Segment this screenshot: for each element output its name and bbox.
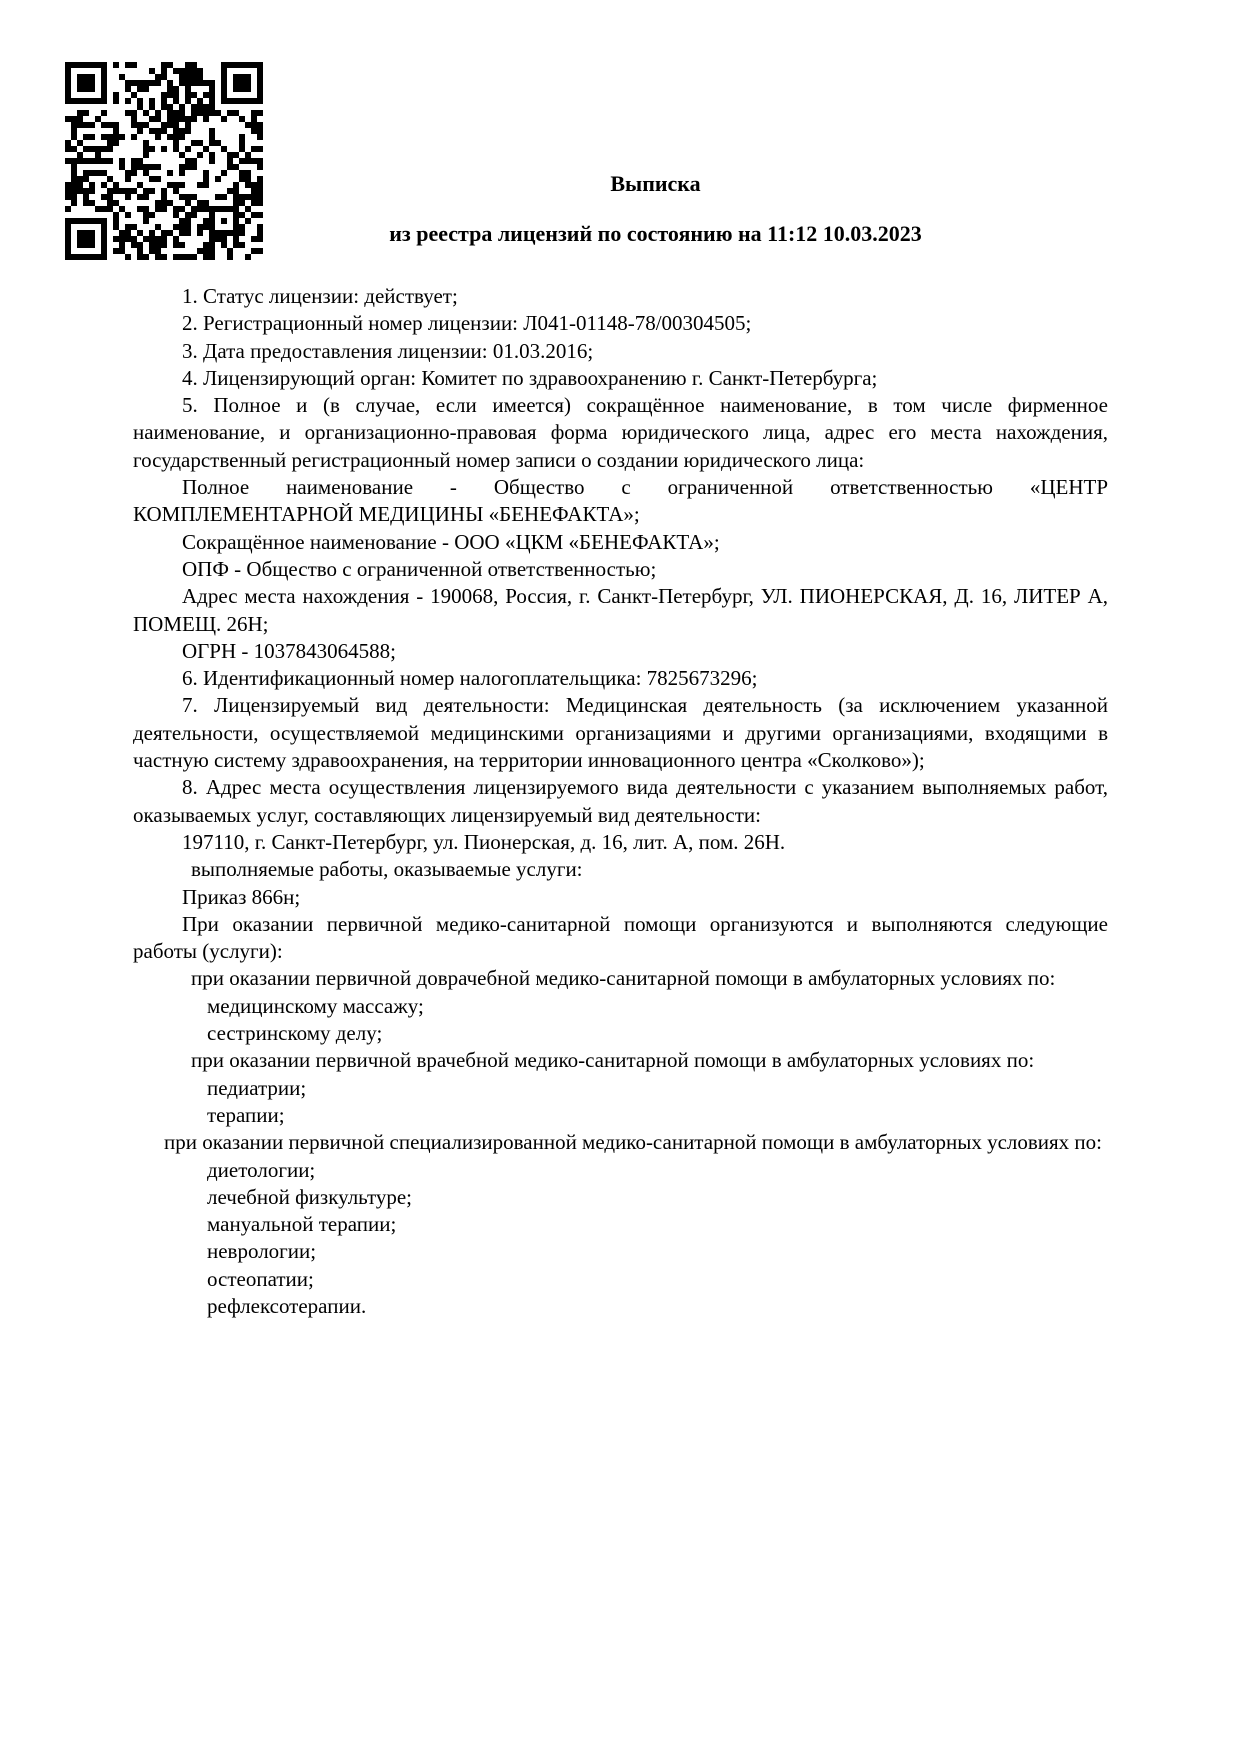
paragraph: выполняемые работы, оказываемые услуги: [191,857,583,882]
paragraph: при оказании первичной специализированной медико-санитарной помощи в амбулаторных условиях по: [164,1130,1103,1155]
paragraph: ОГРН - 1037843064588; [182,638,396,663]
paragraph: Сокращённое наименование - ООО «ЦКМ «БЕНЕФАКТА»; [182,529,720,554]
paragraph: медицинскому массажу; [207,993,424,1018]
paragraph: Адрес места нахождения - 190068, Россия, г. Санкт-Петербург, УЛ. ПИОНЕРСКАЯ, Д. 16, ЛИТЕР А, ПОМЕЩ. 26Н; [133,584,1108,636]
paragraph: мануальной терапии; [207,1212,397,1237]
paragraph: рефлексотерапии. [207,1293,367,1318]
paragraph: ОПФ - Общество с ограниченной ответственностью; [182,556,657,581]
paragraph: сестринскому делу; [207,1021,383,1046]
paragraph: диетологии; [207,1157,316,1182]
paragraph: 7. Лицензируемый вид деятельности: Медицинская деятельность (за исключением указанной деятельности, осуществляемой медицинскими организациями и другими организациями, входящими в частную систему здравоохранения, на территории инновационного центра «Сколково»); [133,693,1108,773]
paragraph: 2. Регистрационный номер лицензии: Л041-01148-78/00304505; [182,311,752,336]
paragraph: при оказании первичной врачебной медико-санитарной помощи в амбулаторных условиях по: [191,1048,1035,1073]
paragraph: 4. Лицензирующий орган: Комитет по здравоохранению г. Санкт-Петербурга; [182,365,878,390]
document-header [133,170,1178,247]
paragraph: 3. Дата предоставления лицензии: 01.03.2016; [182,338,594,363]
paragraph: остеопатии; [207,1266,314,1291]
paragraph: при оказании первичной доврачебной медико-санитарной помощи в амбулаторных условиях по: [191,966,1056,991]
paragraph: 8. Адрес места осуществления лицензируемого вида деятельности с указанием выполняемых работ, оказываемых услуг, составляющих лицензируемый вид деятельности: [133,775,1108,827]
document-subtitle: из реестра лицензий по состоянию на 11:12 10.03.2023 [389,221,922,246]
document-title: Выписка [610,171,701,196]
document-body [133,283,1108,1320]
paragraph: 197110, г. Санкт-Петербург, ул. Пионерская, д. 16, лит. А, пом. 26Н. [182,829,786,854]
paragraph: Полное наименование - Общество с ограниченной ответственностью «ЦЕНТР КОМПЛЕМЕНТАРНОЙ МЕДИЦИНЫ «БЕНЕФАКТА»; [133,475,1108,527]
paragraph: 5. Полное и (в случае, если имеется) сокращённое наименование, в том числе фирменное наименование, и организационно-правовая форма юридического лица, адрес его места нахождения, государственный регистрационный номер записи о создании юридического лица: [133,393,1108,472]
paragraph: 1. Статус лицензии: действует; [182,284,458,308]
paragraph: Приказ 866н; [182,884,301,909]
paragraph: терапии; [207,1102,285,1127]
paragraph: лечебной физкультуре; [207,1184,413,1209]
paragraph: неврологии; [207,1239,317,1264]
paragraph: 6. Идентификационный номер налогоплательщика: 7825673296; [182,666,758,691]
paragraph: При оказании первичной медико-санитарной помощи организуются и выполняются следующие работы (услуги): [133,911,1108,964]
paragraph: педиатрии; [207,1075,307,1100]
